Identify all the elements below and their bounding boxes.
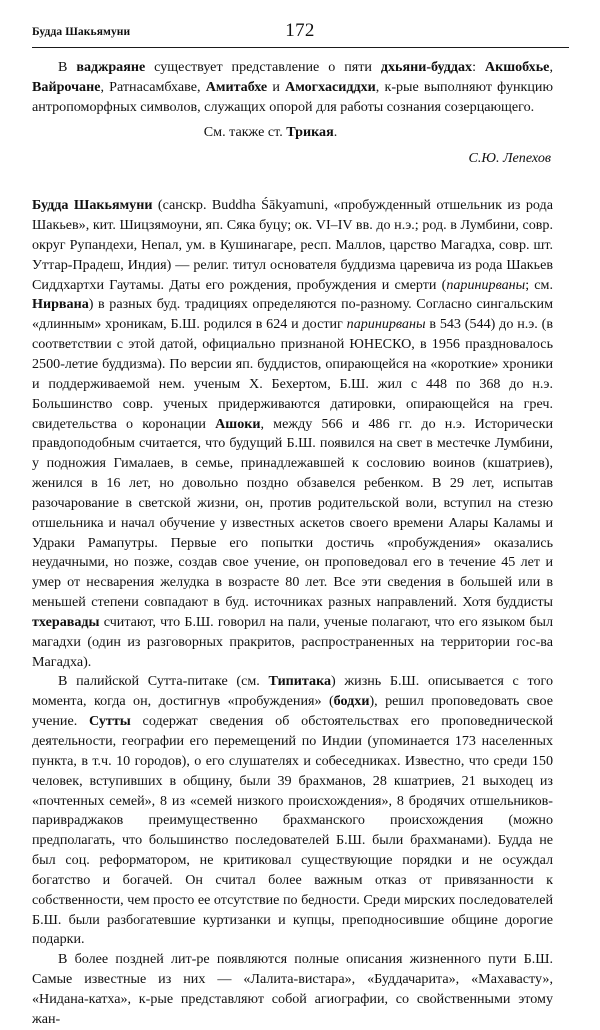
page-number: 172 [285, 20, 315, 41]
text-block [32, 58, 553, 1030]
header-rule [32, 47, 569, 48]
see-also-line: См. также ст. Трикая. [203, 123, 338, 140]
entry-paragraph-1: Будда Шакьямуни (санскр. Buddha Śākyamuni, «пробужденный отшельник из рода Шакьев», кит. Шицзямоуни, яп. Сяка буцу; ок. VI–IV вв. до н.э.; род. в Лумбини, совр. округ Рупандехи, Непал, ум. в Кушинагаре, респ. Маллов, царство Магадха, совр. шт. Уттар-Прадеш, Индия) — религ. титул основателя буддизма царевича из рода Шакьев Сиддхартхи Гаутамы. Даты его рождения, пробуждения и смерти (паринирваны; см. Нирвана) в разных буд. традициях определяются по-разному. Согласно сингальским «длинным» хроникам, Б.Ш. родился в 624 и достиг паринирваны в 543 (544) до н.э. (в соответствии с этой датой, официально признаной ЮНЕСКО, в 1956 праздновалось 2500-летие буддизма). По версии яп. буддистов, опирающейся на «короткие» хроники и поддерживаемой нем. ученым Х. Бехертом, Б.Ш. жил с 448 по 368 до н.э. Большинство совр. ученых придерживаются датировки, опирающейся на греч. свидетельства о коронации Ашоки, между 566 и 486 гг. до н.э. Исторически правдоподобным считается, что будущий Б.Ш. появился на свет в местечке Лумбини, у подножия Гималаев, в семье, принадлежавшей к сословию воинов (кшатриев), женился в 16 лет, но довольно поздно обзавелся ребенком. В 29 лет, испытав разочарование в светской жизни, он, против родительской воли, вступил на стезю отшельника и начал обучение у известных аскетов своего времени Алары Каламы и Удраки Рамапутры. Первые его попытки достичь «пробуждения» оказались неудачными, но позже, создав свое учение, он проповедовал его в течение 45 лет и умер от несварения желудка в возрасте 80 лет. Все эти сведения в большей или в меньшей степени совпадают в буд. источниках разных направлений. Хотя буддисты тхеравады считают, что Б.Ш. говорил на пали, ученые полагают, что его языком был магадхи (один из разговорных пракритов, распространенных на территории гос-ва Магадха). [32, 197, 553, 670]
author-signature: С.Ю. Лепехов [468, 150, 551, 167]
closing-entry-paragraph: В ваджраяне существует представление о пяти дхьяни-буддах: Акшобхье, Вайрочане, Ратнасамбхаве, Амитабхе и Амогхасиддхи, к-рые выполняют функцию антропоморфных символов, служащих опорой для работы сознания созерцающего. [32, 59, 553, 115]
running-head [32, 20, 568, 46]
running-head-title: Будда Шакьямуни [32, 26, 131, 38]
entry-paragraph-2: В палийской Сутта-питаке (см. Типитака) жизнь Б.Ш. описывается с того момента, когда он, достигнув «пробуждения» (бодхи), решил проповедовать свое учение. Сутты содержат сведения об обстоятельствах его проповеднической деятельности, географии его перемещений по Индии (упоминается 173 населенных пункта, в т.ч. 10 городов), о его слушателях и собеседниках. Известно, что среди 150 человек, вступивших в общину, были 39 брахманов, 28 кшатриев, 21 выходец из «почтенных семей», 8 из «семей низкого происхождения», 8 бродячих отшельников-паривраджаков преимущественно брахманского происхождения (можно предполагать, что большинство последователей Б.Ш. были брахманами). Будда не был соц. реформатором, не критиковал существующие порядки и не осуждал богатство и богачей. Он считал более важным отказ от привязанности к собственности, чем просто ее отсутствие по бедности. Среди мирских последователей Б.Ш. были разбогатевшие куртизанки и купцы, преподносившие общине дорогие подарки. [32, 673, 554, 948]
dictionary-entry [32, 196, 553, 1029]
entry-paragraph-3: В более поздней лит-ре появляются полные описания жизненного пути Б.Ш. Самые известные из них — «Лалита-вистара», «Буддачарита», «Махавасту», «Нидана-катха», к-рые представляют собой агиографии, со свойственными этому жан- [32, 951, 553, 1027]
